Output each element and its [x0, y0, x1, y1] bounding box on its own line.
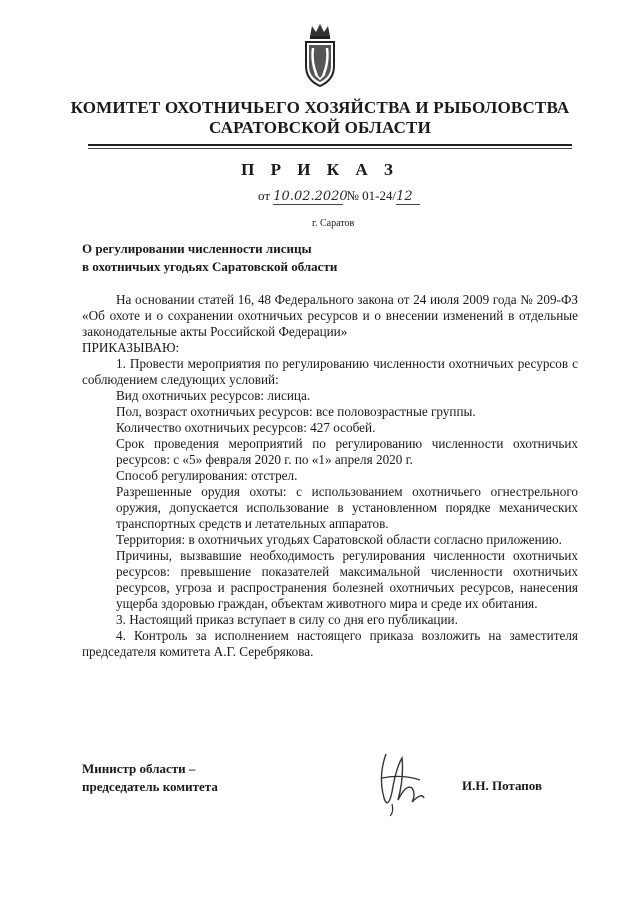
condition-sex-age: Пол, возраст охотничьих ресурсов: все половозрастные группы.	[116, 404, 476, 419]
organization-name-line2: САРАТОВСКОЙ ОБЛАСТИ	[208, 118, 432, 137]
signatory-title	[82, 760, 218, 796]
condition-species: Вид охотничьих ресурсов: лисица.	[116, 388, 311, 403]
city-label: г. Саратов	[312, 218, 355, 229]
subject-line2: в охотничьих угодьях Саратовской области	[82, 259, 338, 274]
subject-line1: О регулировании численности лисицы	[82, 241, 312, 256]
saratov-coat-of-arms-icon	[301, 22, 339, 88]
order-subject	[82, 240, 337, 276]
organization-name-line1: КОМИТЕТ ОХОТНИЧЬЕГО ХОЗЯЙСТВА И РЫБОЛОВСТВА	[70, 98, 570, 117]
signatory-title-line2: председатель комитета	[82, 779, 218, 794]
header-divider	[88, 144, 572, 146]
order-date-number	[258, 188, 420, 205]
item-4: 4. Контроль за исполнением настоящего приказа возложить на заместителя председателя комитета А.Г. Серебрякова.	[82, 628, 578, 659]
date-prefix: от	[258, 188, 271, 203]
condition-period: Срок проведения мероприятий по регулированию численности охотничьих ресурсов: с «5» февраля 2020 г. по «1» апреля 2020 г.	[116, 436, 578, 467]
condition-method: Способ регулирования: отстрел.	[116, 468, 298, 483]
condition-territory: Территория: в охотничьих угодьях Саратовской области согласно приложению.	[116, 532, 562, 547]
condition-count: Количество охотничьих ресурсов: 427 особей.	[116, 420, 376, 435]
condition-reasons: Причины, вызвавшие необходимость регулирования численности охотничьих ресурсов: превышение показателей максимальной численности охотничьих ресурсов, угроза и распространения болезней охотничьих ресурсов, нанесения ущерба здоровью граждан, объектам животного мира и среде их обитания.	[116, 548, 578, 611]
order-number-label: № 01-24/	[346, 188, 397, 203]
condition-tools: Разрешенные орудия охоты: с использованием охотничьего огнестрельного оружия, допускается использование в установленном порядке механических транспортных средств и летательных аппаратов.	[116, 484, 578, 531]
item-1: 1. Провести мероприятия по регулированию численности охотничьих ресурсов с соблюдением следующих условий:	[82, 356, 578, 387]
preamble-paragraph: На основании статей 16, 48 Федерального закона от 24 июля 2009 года № 209-ФЗ «Об охоте и о сохранении охотничьих ресурсов и о внесении изменений в отдельные законодательные акты Российской Федерации»	[82, 292, 578, 339]
signatory-title-line1: Министр области –	[82, 761, 196, 776]
order-body	[82, 292, 578, 660]
handwritten-date: 10.02.2020	[273, 189, 348, 204]
signatory-name: И.Н. Потапов	[462, 778, 542, 793]
header-divider-thin	[88, 148, 572, 149]
item-3: 3. Настоящий приказ вступает в силу со дня его публикации.	[116, 612, 458, 627]
document-title: П Р И К А З	[241, 160, 399, 179]
order-word: ПРИКАЗЫВАЮ:	[82, 340, 180, 355]
handwritten-signature	[372, 748, 430, 818]
handwritten-order-number: 12	[396, 189, 420, 205]
